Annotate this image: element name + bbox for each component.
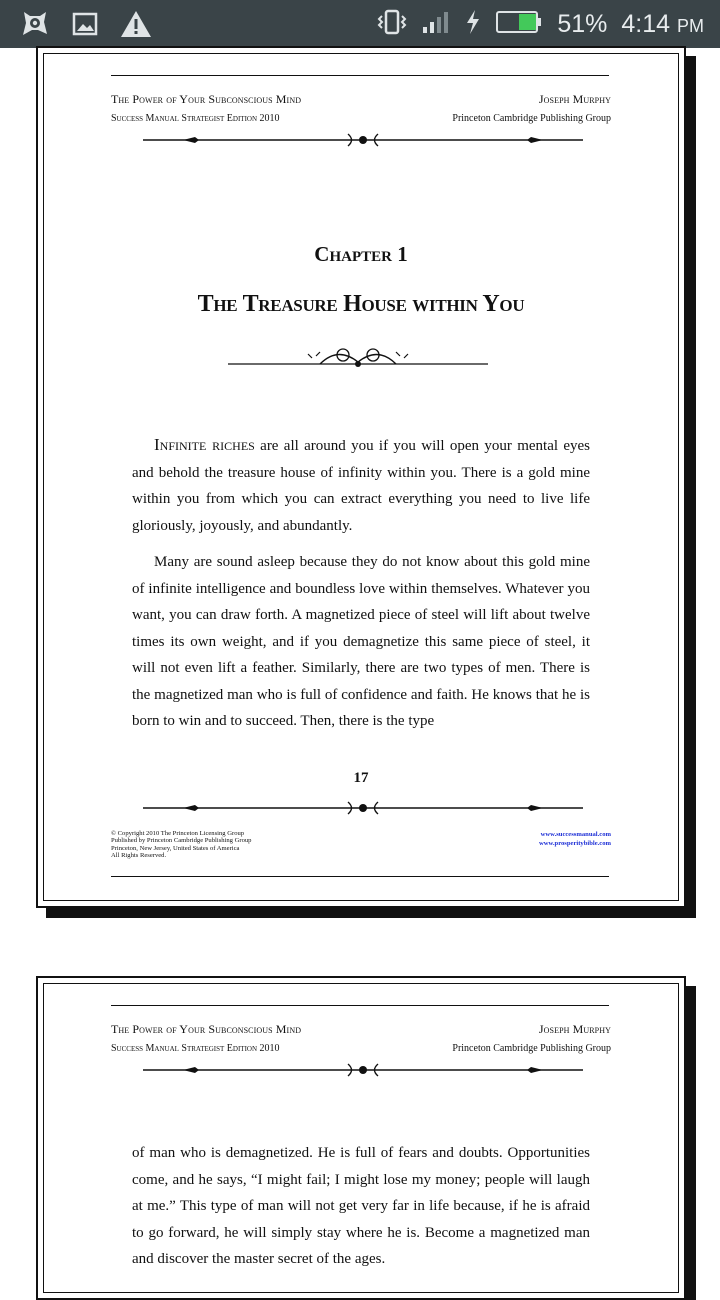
edition-label: Success Manual Strategist Edition 2010 — [111, 1043, 280, 1054]
copyright-line: © Copyright 2010 The Princeton Licensing Group — [111, 830, 245, 837]
status-bar — [0, 0, 720, 48]
chapter-body — [132, 432, 590, 735]
chapter-title: The Treasure House within You — [197, 291, 525, 317]
book-title: The Power of Your Subconscious Mind — [111, 1022, 302, 1036]
book-title: The Power of Your Subconscious Mind — [111, 92, 302, 106]
clock-time: 4:14 — [621, 9, 671, 38]
publisher-label: Princeton Cambridge Publishing Group — [452, 113, 611, 124]
gallery-icon — [72, 11, 98, 42]
link-successmanual[interactable]: www.successmanual.com — [540, 831, 611, 838]
clock-ampm: PM — [677, 15, 704, 36]
clock — [621, 10, 704, 39]
link-prosperitybible[interactable]: www.prosperitybible.com — [538, 840, 611, 847]
ornament-divider — [143, 1060, 583, 1080]
document-page-18[interactable] — [36, 976, 686, 1300]
copyright-line: Princeton, New Jersey, United States of America — [111, 844, 240, 852]
paragraph-2: Many are sound asleep because they do not know about this gold mine of infinite intelligence and boundless love within themselves. Whatever you want, you can draw forth. A magnetized piece of steel will lift about twelve times its own weight, and if you demagnetize this same piece of steel, it will not even lift a feather. Similarly, there are two types of men. There is the magnetized man who is full of confidence and faith. He knows that he is born to win and to succeed. Then, there is the type — [132, 554, 590, 729]
paragraph-1-text: are all around you if you will open your mental eyes and behold the treasure house of infinity within you. There is a gold mine within you from which you can extract everything you need to live life gloriously, joyously, and abundantly. — [132, 438, 591, 534]
battery-icon — [495, 10, 543, 39]
lead-in: Infinite riches — [154, 435, 255, 454]
signal-icon — [421, 10, 451, 39]
ornament-divider — [143, 130, 583, 150]
author-name: Joseph Murphy — [538, 92, 611, 106]
edition-label: Success Manual Strategist Edition 2010 — [111, 113, 280, 124]
battery-percent: 51% — [557, 9, 608, 38]
vibrate-icon — [377, 9, 407, 40]
copyright-line: All Rights Reserved. — [111, 852, 167, 860]
paragraph-1 — [132, 432, 590, 539]
copyright-block — [111, 830, 251, 860]
header-rule — [111, 1005, 609, 1006]
header-rule — [111, 75, 609, 76]
document-page-17[interactable] — [36, 46, 686, 908]
author-name: Joseph Murphy — [538, 1022, 611, 1036]
chapter-body-continued — [132, 1140, 590, 1273]
page-number: 17 — [353, 770, 369, 786]
chapter-label: Chapter 1 — [314, 242, 408, 266]
footer-ornament-divider — [143, 798, 583, 818]
paragraph-continued: of man who is demagnetized. He is full of fears and doubts. Opportunities come, and he says, “I might fail; I might lose my money; people will laugh at me.” This type of man will not get very far in life because, if he is afraid to go forward, he will simply stay where he is. Become a magnetized man and discover the master secret of the ages. — [132, 1145, 590, 1267]
footer-links — [539, 830, 611, 848]
copyright-line: Published by Princeton Cambridge Publishing Group — [111, 837, 252, 845]
publisher-label: Princeton Cambridge Publishing Group — [452, 1043, 611, 1054]
chapter-ornament — [228, 344, 488, 372]
footer-rule — [111, 876, 609, 877]
app-icon — [20, 8, 50, 45]
charging-icon — [465, 9, 481, 40]
warning-icon — [120, 9, 152, 44]
